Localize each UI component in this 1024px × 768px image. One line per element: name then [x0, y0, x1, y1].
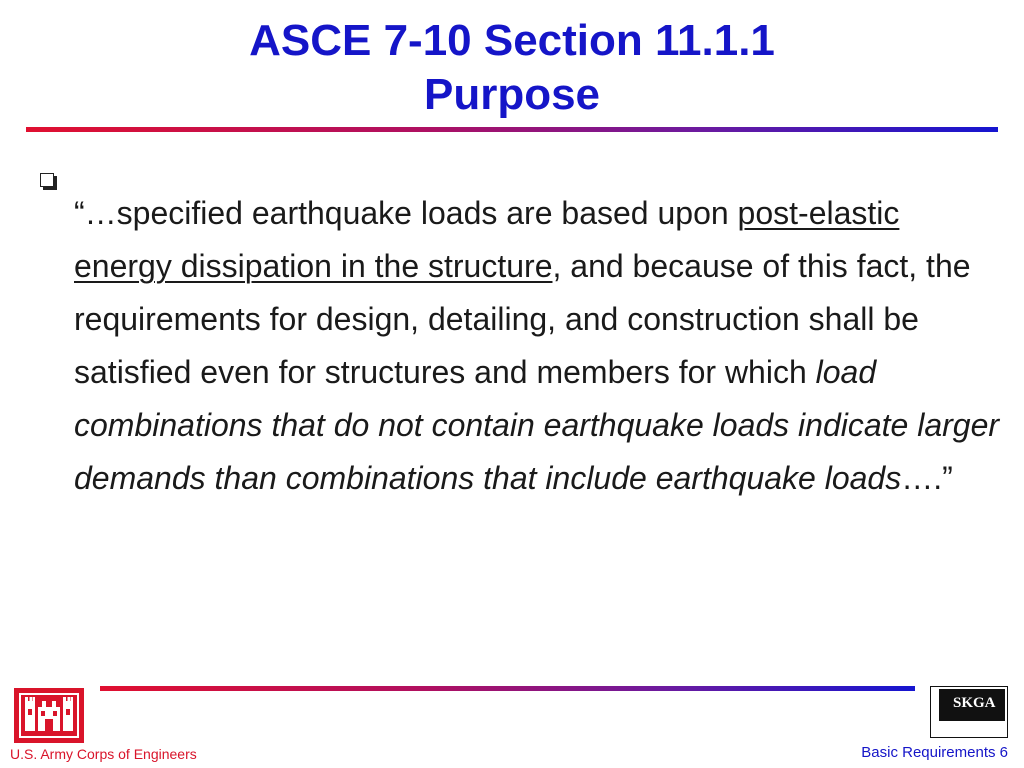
- castle-shape: [21, 695, 77, 736]
- hollow-square-bullet-icon: [40, 173, 54, 187]
- slide-title-line2: Purpose: [423, 70, 601, 119]
- footer-page-label: Basic Requirements 6: [861, 744, 1008, 761]
- footer-organization: U.S. Army Corps of Engineers: [10, 746, 197, 762]
- quote-part3: ….”: [901, 460, 953, 496]
- skga-logo-text: SKGA: [953, 695, 996, 711]
- skga-logo: [930, 686, 1008, 738]
- bottom-divider: [100, 686, 915, 691]
- quote-underlined: post-elastic energy dissipation in the structure: [74, 195, 900, 284]
- castle-logo-icon: [14, 688, 84, 743]
- slide-title-line1: ASCE 7-10 Section 11.1.1: [249, 16, 775, 65]
- quote-italic: load combinations that do not contain earthquake loads indicate larger demands than combinations that include earthquake loads: [74, 354, 1000, 496]
- quote-part2: , and because of this fact, the requirements for design, detailing, and construction shall be satisfied even for structures and members for which: [74, 248, 971, 390]
- quote-paragraph: [74, 187, 1000, 505]
- logo-frame: [19, 693, 79, 738]
- top-divider: [26, 127, 998, 132]
- quote-part1: “…specified earthquake loads are based upon: [74, 195, 738, 231]
- bullet-item: [40, 155, 1000, 537]
- slide-title: [0, 14, 1024, 122]
